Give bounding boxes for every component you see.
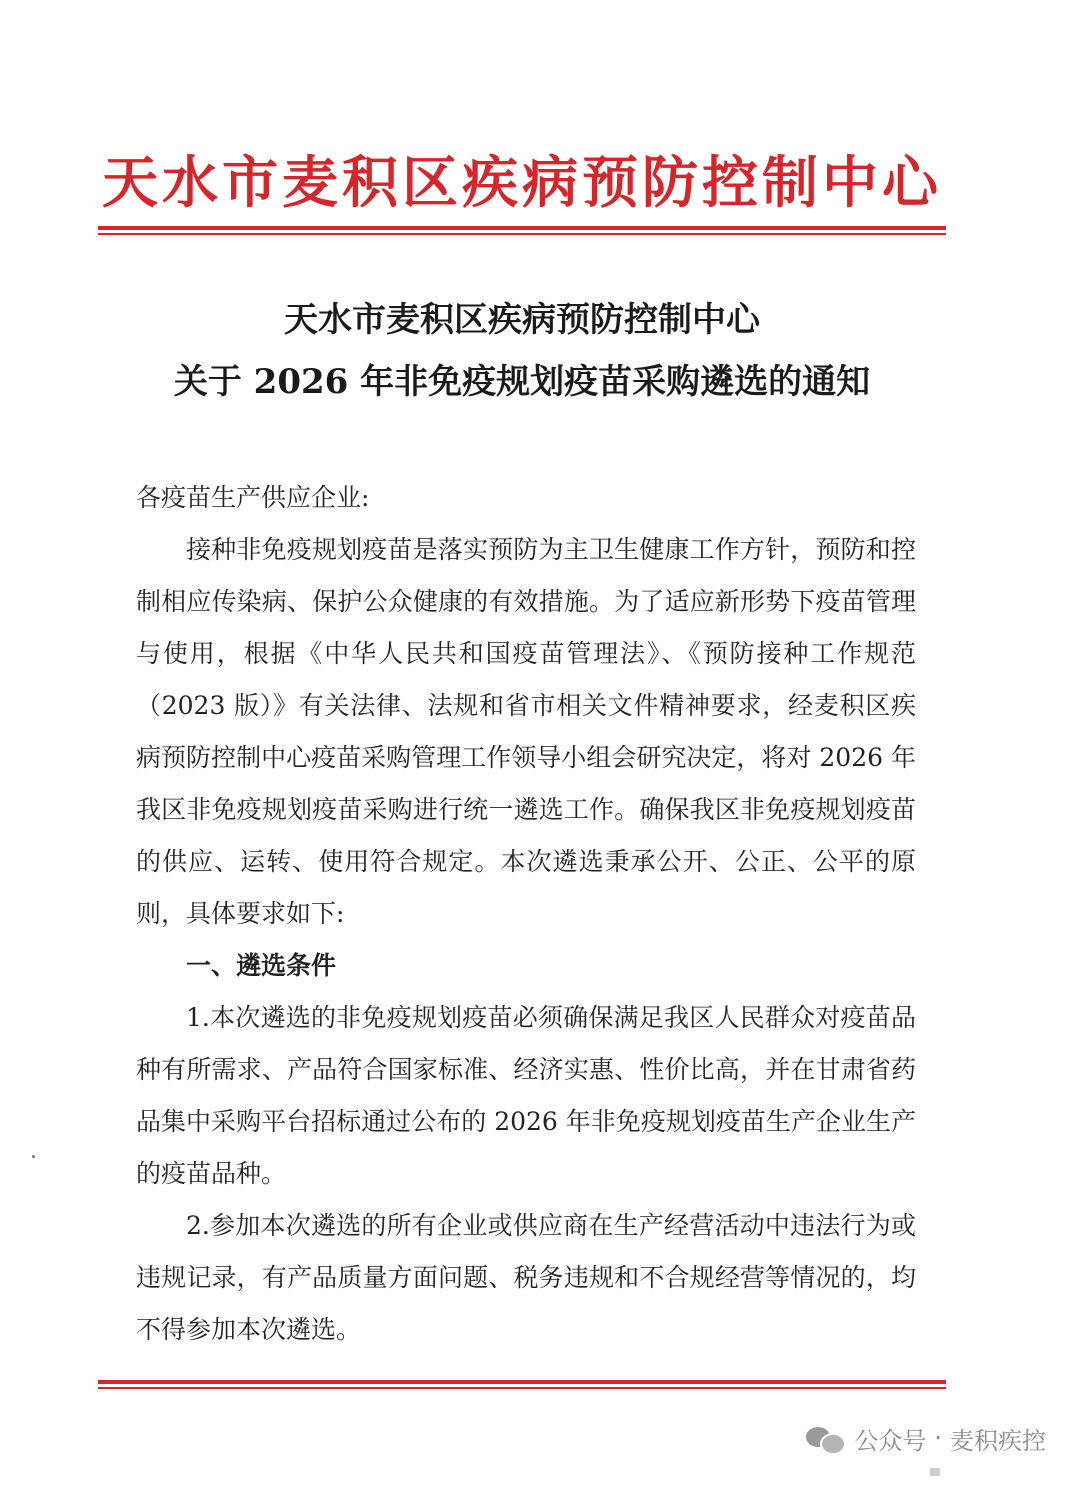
header-divider-thick	[98, 226, 946, 230]
intro-paragraph: 接种非免疫规划疫苗是落实预防为主卫生健康工作方针，预防和控制相应传染病、保护公众健康的有效措施。为了适应新形势下疫苗管理与使用，根据《中华人民共和国疫苗管理法》、《预防接种工作规范（2023 版）》有关法律、法规和省市相关文件精神要求，经麦积区疾病预防控制中心疫苗采购管理工作领导小组会研究决定，将对 2026 年我区非免疫规划疫苗采购进行统一遴选工作。确保我区非免疫规划疫苗的供应、运转、使用符合规定。本次遴选秉承公开、公正、公平的原则，具体要求如下:	[136, 535, 916, 928]
document-body	[136, 524, 916, 1356]
watermark-account: 麦积疾控	[950, 1426, 1046, 1455]
document-title-line2: 关于 2026 年非免疫规划疫苗采购遴选的通知	[173, 362, 871, 402]
wechat-icon	[806, 1423, 844, 1453]
footer-divider-thick	[98, 1380, 946, 1384]
scan-speck	[32, 1155, 35, 1158]
condition-item-2: 2.参加本次遴选的所有企业或供应商在生产经营活动中违法行为或违规记录，有产品质量方面问题、税务违规和不合规经营等情况的，均不得参加本次遴选。	[136, 1211, 916, 1344]
footer-divider	[98, 1380, 946, 1389]
salutation: 各疫苗生产供应企业:	[136, 483, 370, 512]
org-letterhead: 天水市麦积区疾病预防控制中心	[102, 150, 942, 216]
condition-item-1: 1.本次遴选的非免疫规划疫苗必须确保满足我区人民群众对疫苗品种有所需求、产品符合国家标准、经济实惠、性价比高，并在甘肃省药品集中采购平台招标通过公布的 2026 年非免疫规划疫苗生产企业生产的疫苗品种。	[136, 1003, 916, 1188]
document-title-line1: 天水市麦积区疾病预防控制中心	[284, 300, 760, 340]
header-divider	[98, 226, 946, 235]
footer-divider-thin	[98, 1387, 946, 1389]
watermark-label: 公众号	[854, 1426, 927, 1455]
watermark-separator: ·	[934, 1424, 942, 1452]
wechat-watermark	[806, 1418, 1046, 1458]
section1-heading: 一、遴选条件	[186, 951, 337, 980]
header-divider-thin	[98, 233, 946, 235]
scan-corner-speck	[930, 1468, 940, 1476]
